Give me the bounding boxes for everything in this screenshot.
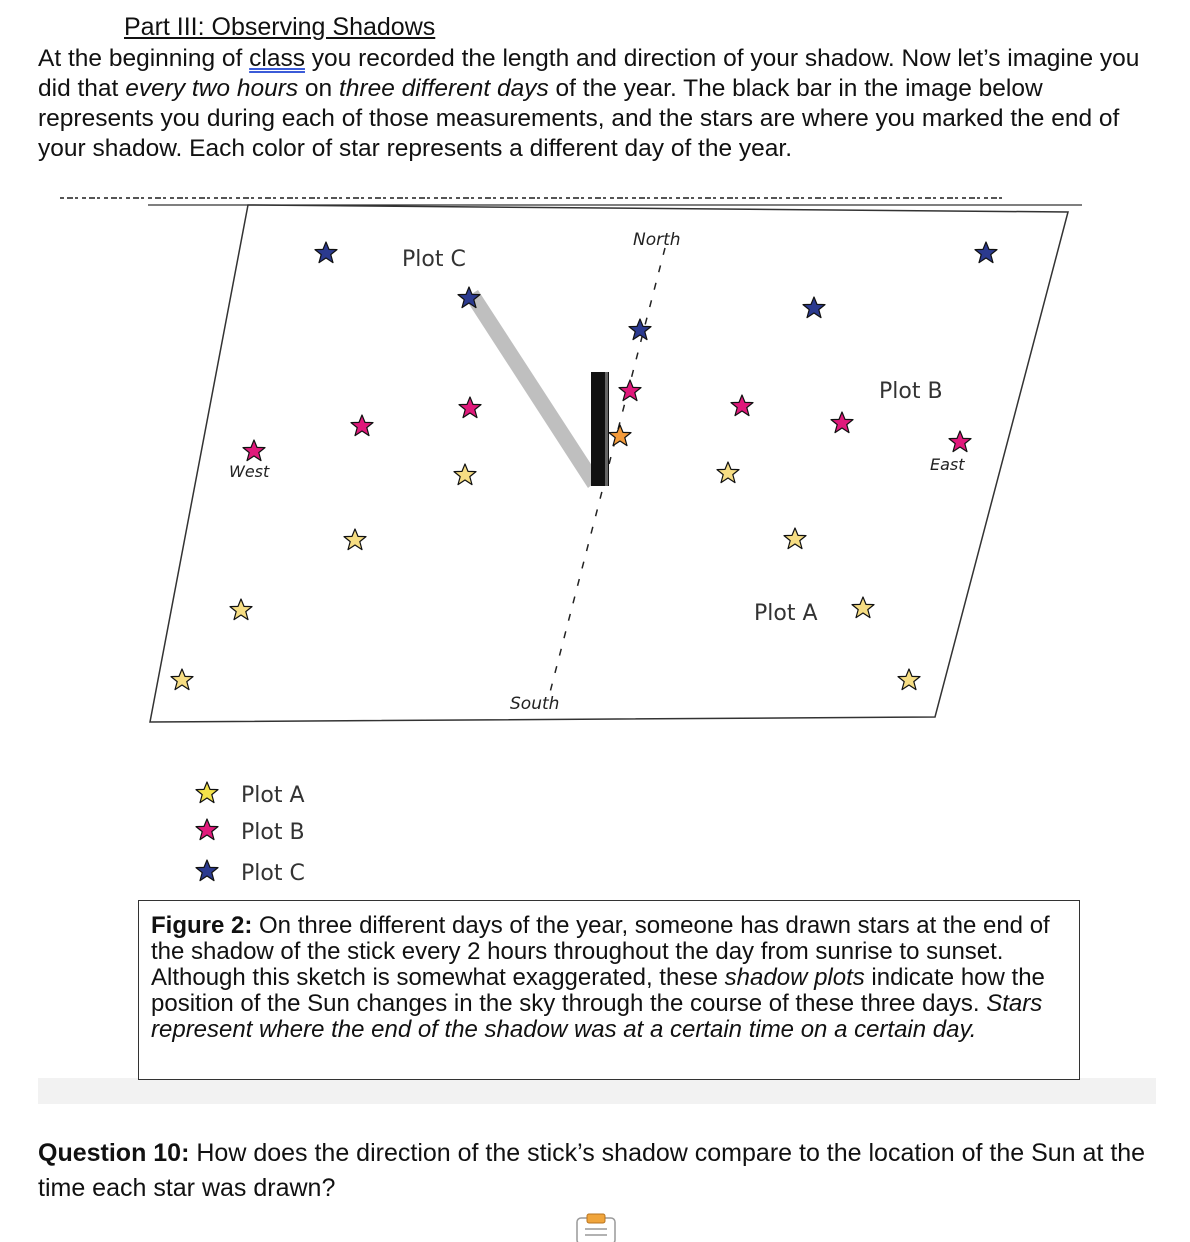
- caption-label: Figure 2:: [151, 912, 253, 939]
- legend-label-plot-b: Plot B: [241, 820, 305, 845]
- legend-star-plot-a: [196, 782, 218, 803]
- compass-west: West: [229, 462, 270, 481]
- intro-emphasis-1: every two hours: [125, 75, 299, 102]
- legend-label-plot-c: Plot C: [241, 861, 305, 886]
- compass-east: East: [930, 455, 965, 474]
- question-label: Question 10:: [38, 1139, 190, 1167]
- intro-emphasis-2: three different days: [339, 75, 549, 102]
- caption-emphasis-2: Stars represent where the end of the shadow was at a certain time on a certain day.: [151, 990, 1043, 1043]
- section-title: Part III: Observing Shadows: [124, 13, 436, 41]
- intro-text-1: At the beginning of: [38, 45, 250, 72]
- label-plot-b: Plot B: [879, 379, 943, 404]
- legend: [196, 782, 305, 886]
- intro-link-class[interactable]: class: [249, 45, 305, 72]
- intro-text-3: on: [298, 75, 339, 102]
- question-text: How does the direction of the stick’s shadow compare to the location of the Sun at the time each star was drawn?: [38, 1139, 1146, 1202]
- caption-text-1: On three different days of the year, someone has drawn stars at the end of the shadow of the stick every 2 hours throughout the day from sunrise to sunset. Although this sketch is somewhat exaggerated, these: [151, 912, 1050, 991]
- caption-emphasis-1: shadow plots: [724, 964, 865, 991]
- cutoff-text-fragment: [60, 198, 1005, 201]
- label-plot-c: Plot C: [402, 247, 466, 272]
- intro-text-2: you recorded the length and direction of your shadow. Now let’s imagine you did that: [38, 45, 1140, 102]
- legend-star-plot-b: [196, 819, 218, 840]
- label-plot-a: Plot A: [754, 601, 818, 626]
- legend-label-plot-a: Plot A: [241, 783, 305, 808]
- caption-text-2: indicate how the position of the Sun changes in the sky through the course of these three days.: [151, 964, 1045, 1017]
- compass-north: North: [633, 230, 681, 250]
- stick-highlight: [605, 372, 608, 486]
- compass-south: South: [510, 694, 560, 714]
- clipboard-icon[interactable]: [573, 1212, 619, 1242]
- legend-star-plot-c: [196, 860, 218, 881]
- intro-text-4: of the year. The black bar in the image below represents you during each of those measurements, and the stars are where you marked the end of your shadow. Each color of star represents a different day of the year.: [38, 75, 1120, 162]
- figure-caption: [138, 900, 1080, 1080]
- question-10: [38, 1136, 1158, 1206]
